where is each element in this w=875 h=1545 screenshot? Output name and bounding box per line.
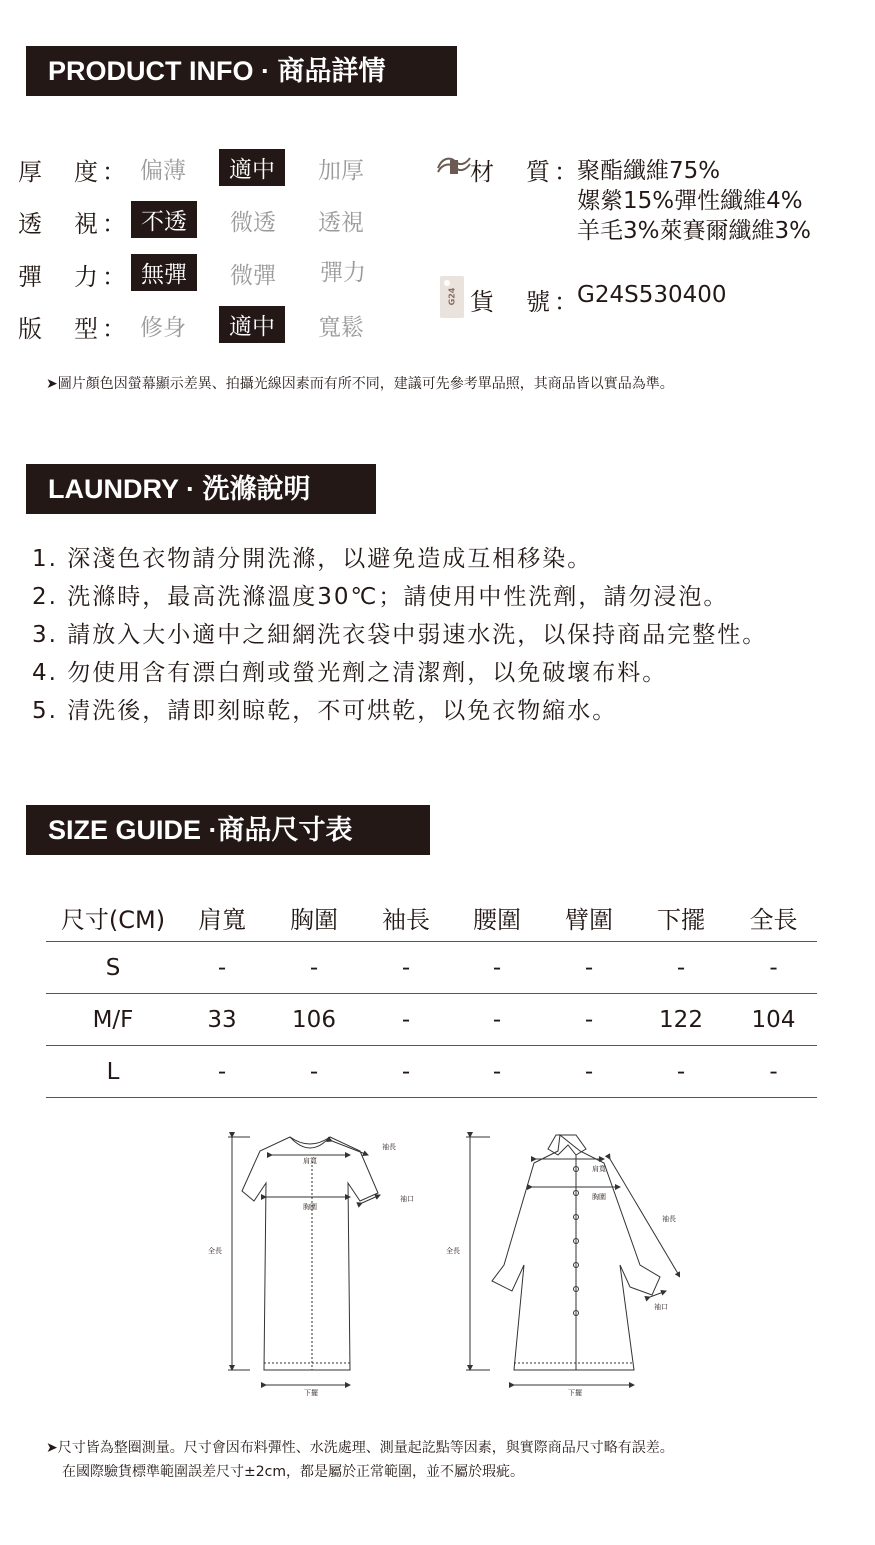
hang-tag-icon [440,276,464,318]
diagram-label: 全長 [208,1247,222,1255]
shirt-dress-drawing [466,1135,680,1385]
attr-option-selected: 適中 [219,306,285,343]
table-cell: L [46,1046,180,1098]
thread-spool-icon [436,152,472,182]
laundry-item: 4. 勿使用含有漂白劑或螢光劑之清潔劑，以免破壞布料。 [32,660,668,686]
table-row [46,942,817,994]
attr-option: 偏薄 [140,158,186,184]
product-info-header: PRODUCT INFO · 商品詳情 [26,46,457,96]
attr-option: 修身 [140,315,186,341]
size-table-header [46,893,817,942]
header-cell: 胸圍 [264,893,364,942]
attr-option: 微彈 [230,263,276,289]
table-cell: - [448,994,546,1046]
table-cell: - [264,942,364,994]
table-cell: - [730,1046,817,1098]
laundry-item: 5. 清洗後，請即刻晾乾，不可烘乾，以免衣物縮水。 [32,698,618,724]
header-cell: 下擺 [632,893,730,942]
diagram-label: 肩寬 [592,1165,606,1173]
diagram-label: 袖口 [400,1195,414,1203]
table-cell: - [180,942,264,994]
table-cell: - [546,994,632,1046]
table-cell: - [448,1046,546,1098]
size-note: 在國際驗貨標準範圍誤差尺寸±2cm，都是屬於正常範圍，並不屬於瑕疵。 [62,1464,524,1480]
table-cell: - [632,942,730,994]
diagram-label: 下擺 [304,1389,318,1397]
header-cell: 肩寬 [180,893,264,942]
material-label: 材 質： [470,158,582,186]
size-guide-header: SIZE GUIDE ·商品尺寸表 [26,805,430,855]
table-cell: 33 [180,994,264,1046]
table-cell: 122 [632,994,730,1046]
color-disclaimer: ➤圖片顏色因螢幕顯示差異、拍攝光線因素而有所不同，建議可先參考單品照，其商品皆以實品為準。 [46,376,674,392]
header-cell: 腰圍 [448,893,546,942]
table-cell: - [364,994,448,1046]
attr-label: 透 視： [18,210,130,238]
item-no-value: G24S530400 [577,282,727,308]
attr-fit [18,309,418,343]
diagram-label: 下擺 [568,1389,582,1397]
material-line: 羊毛3%萊賽爾纖維3% [577,218,811,244]
material-line: 聚酯纖維75% [577,158,721,184]
laundry-item: 2. 洗滌時，最高洗滌溫度30℃；請使用中性洗劑，請勿浸泡。 [32,584,729,610]
table-cell: 104 [730,994,817,1046]
diagram-label: 袖長 [382,1143,396,1151]
material-line: 嫘縈15%彈性纖維4% [577,188,803,214]
table-cell: - [730,942,817,994]
diagram-label: 肩寬 [303,1157,317,1165]
attr-option: 寬鬆 [318,315,364,341]
diagram-label: 胸圍 [592,1193,606,1201]
diagram-label: 袖口 [654,1303,668,1311]
attr-label: 厚 度： [18,158,130,186]
diagram-label: 胸圍 [303,1203,317,1211]
table-cell: - [546,1046,632,1098]
attr-option: 微透 [230,210,276,236]
item-no-label: 貨 號： [470,288,582,316]
table-cell: - [180,1046,264,1098]
tshirt-dress-drawing [228,1137,380,1385]
table-cell: 106 [264,994,364,1046]
table-cell: - [264,1046,364,1098]
laundry-item: 1. 深淺色衣物請分開洗滌，以避免造成互相移染。 [32,546,593,572]
header-cell: 臂圍 [546,893,632,942]
table-cell: M/F [46,994,180,1046]
table-cell: - [364,942,448,994]
attr-option-selected: 適中 [219,149,285,186]
table-cell: - [448,942,546,994]
attr-label: 彈 力： [18,263,130,291]
hang-tag-text: G24 [447,287,457,306]
attr-label: 版 型： [18,315,130,343]
attr-option: 透視 [318,210,364,236]
garment-measurement-diagram [200,1125,680,1405]
attr-transparency [18,204,418,238]
table-cell: - [546,942,632,994]
attr-elasticity [18,257,418,291]
attr-option: 加厚 [318,158,364,184]
size-note: ➤尺寸皆為整圈測量。尺寸會因布料彈性、水洗處理、測量起訖點等因素，與實際商品尺寸略有誤差。 [46,1440,674,1456]
header-cell: 袖長 [364,893,448,942]
table-cell: S [46,942,180,994]
header-cell: 全長 [730,893,817,942]
diagram-label: 全長 [446,1247,460,1255]
table-cell: - [632,1046,730,1098]
table-cell: - [364,1046,448,1098]
laundry-list [32,540,767,730]
header-cell: 尺寸(CM) [46,893,180,942]
attr-option-selected: 不透 [131,201,197,238]
size-table [46,893,817,1098]
table-row [46,994,817,1046]
attr-option: 彈力 [320,260,366,286]
attr-thickness [18,152,418,186]
table-row [46,1046,817,1098]
attr-option-selected: 無彈 [131,254,197,291]
laundry-header: LAUNDRY · 洗滌說明 [26,464,376,514]
laundry-item: 3. 請放入大小適中之細網洗衣袋中弱速水洗，以保持商品完整性。 [32,622,768,648]
diagram-label: 袖長 [662,1215,676,1223]
